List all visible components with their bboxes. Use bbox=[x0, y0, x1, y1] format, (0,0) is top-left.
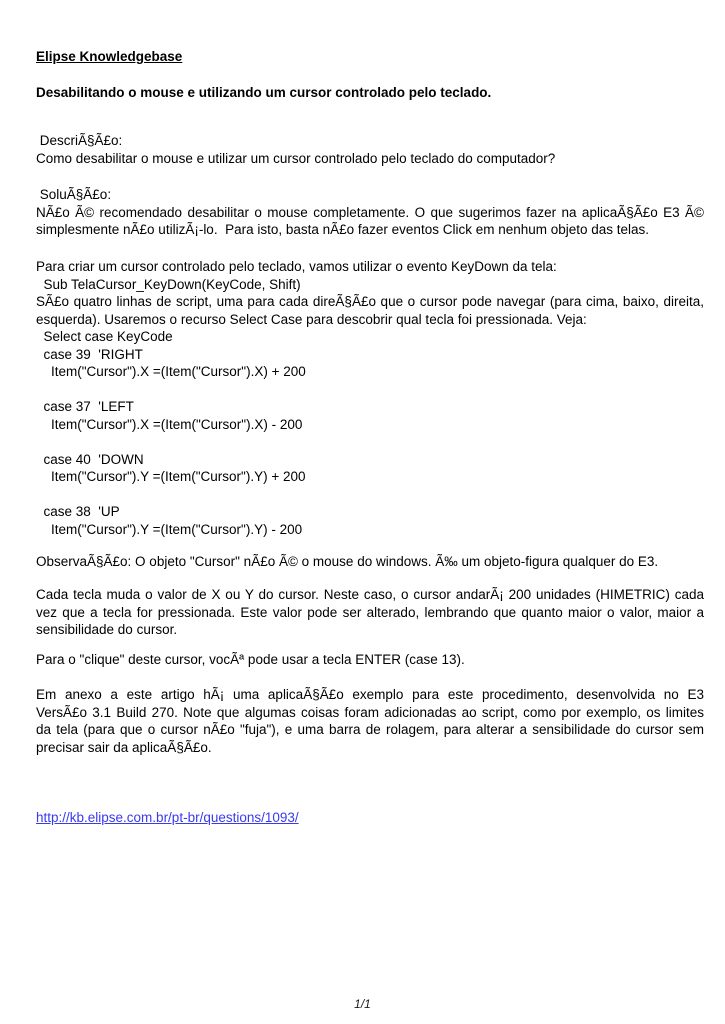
keydown-intro-line: esquerda). Usaremos o recurso Select Case para descobrir qual tecla foi pressionada. Veja: bbox=[36, 311, 587, 327]
attachment-line: Em anexo a este artigo hÃ¡ uma aplicaÃ§Ã£o exemplo para este procedimento, desenvolvida no E3 bbox=[36, 687, 704, 702]
description-heading: DescriÃ§Ã£o: bbox=[36, 133, 123, 148]
code-line: Sub TelaCursor_KeyDown(KeyCode, Shift) bbox=[36, 276, 301, 292]
code-line: case 39 'RIGHT bbox=[36, 346, 143, 362]
source-link-row bbox=[36, 809, 704, 827]
code-line: Item("Cursor").X =(Item("Cursor").X) - 200 bbox=[36, 416, 303, 432]
blank-line bbox=[36, 486, 704, 504]
sensitivity-paragraph bbox=[36, 586, 704, 639]
code-line: case 38 'UP bbox=[36, 504, 120, 519]
blank-line bbox=[36, 381, 704, 399]
code-line: Item("Cursor").Y =(Item("Cursor").Y) + 200 bbox=[36, 469, 306, 484]
keydown-intro-line: Para criar um cursor controlado pelo teclado, vamos utilizar o evento KeyDown da tela: bbox=[36, 259, 557, 274]
solution-heading: SoluÃ§Ã£o: bbox=[36, 187, 112, 202]
keydown-intro-line: SÃ£o quatro linhas de script, uma para cada direÃ§Ã£o que o cursor pode navegar (para cima, baixo, direita, bbox=[36, 294, 704, 309]
observation-note bbox=[36, 553, 704, 571]
attachment-line: precisar sair da aplicaÃ§Ã£o. bbox=[36, 739, 212, 755]
kb-header-text: Elipse Knowledgebase bbox=[36, 49, 183, 64]
solution-line: simplesmente nÃ£o utilizÃ¡-lo. Para isto, basta nÃ£o fazer eventos Click em nenhum objeto das telas. bbox=[36, 222, 650, 237]
code-line: case 37 'LEFT bbox=[36, 399, 134, 414]
code-line: Select case KeyCode bbox=[36, 329, 173, 344]
code-line: Item("Cursor").X =(Item("Cursor").X) + 200 bbox=[36, 364, 306, 379]
solution-section bbox=[36, 186, 704, 239]
sensitivity-line: sensibilidade do cursor. bbox=[36, 622, 178, 637]
solution-line: NÃ£o Ã© recomendado desabilitar o mouse completamente. O que sugerimos fazer na aplicaÃ§Ã£o E3 Ã© bbox=[36, 204, 704, 220]
blank-line bbox=[36, 433, 704, 451]
sensitivity-line: Cada tecla muda o valor de X ou Y do cursor. Neste caso, o cursor andarÃ¡ 200 unidades (HIMETRIC) cada bbox=[36, 587, 704, 602]
keydown-section bbox=[36, 258, 704, 538]
description-section bbox=[36, 132, 704, 167]
attachment-paragraph bbox=[36, 686, 704, 756]
attachment-line: da tela (para que o cursor nÃ£o "fuja"), e uma barra de rolagem, para alterar a sensibilidade do cursor sem bbox=[36, 722, 704, 737]
code-line: case 40 'DOWN bbox=[36, 451, 144, 467]
description-text: Como desabilitar o mouse e utilizar um cursor controlado pelo teclado do computador? bbox=[36, 150, 556, 166]
observation-text: ObservaÃ§Ã£o: O objeto "Cursor" nÃ£o Ã© o mouse do windows. Ã‰ um objeto-figura qualquer do E3. bbox=[36, 554, 659, 569]
click-note bbox=[36, 651, 704, 669]
code-line: Item("Cursor").Y =(Item("Cursor").Y) - 200 bbox=[36, 521, 303, 537]
page-number: 1/1 bbox=[354, 997, 371, 1011]
attachment-line: VersÃ£o 3.1 Build 270. Note que algumas coisas foram adicionadas ao script, como por exemplo, os limites bbox=[36, 704, 704, 720]
sensitivity-line: vez que a tecla for pressionada. Este valor pode ser alterado, lembrando que quanto maior o valor, maior a bbox=[36, 604, 704, 620]
click-note-text: Para o "clique" deste cursor, vocÃª pode usar a tecla ENTER (case 13). bbox=[36, 652, 465, 667]
source-link[interactable]: http://kb.elipse.com.br/pt-br/questions/1093/ bbox=[36, 810, 299, 825]
kb-site-header bbox=[36, 48, 704, 66]
article-title: Desabilitando o mouse e utilizando um cursor controlado pelo teclado. bbox=[36, 85, 492, 100]
